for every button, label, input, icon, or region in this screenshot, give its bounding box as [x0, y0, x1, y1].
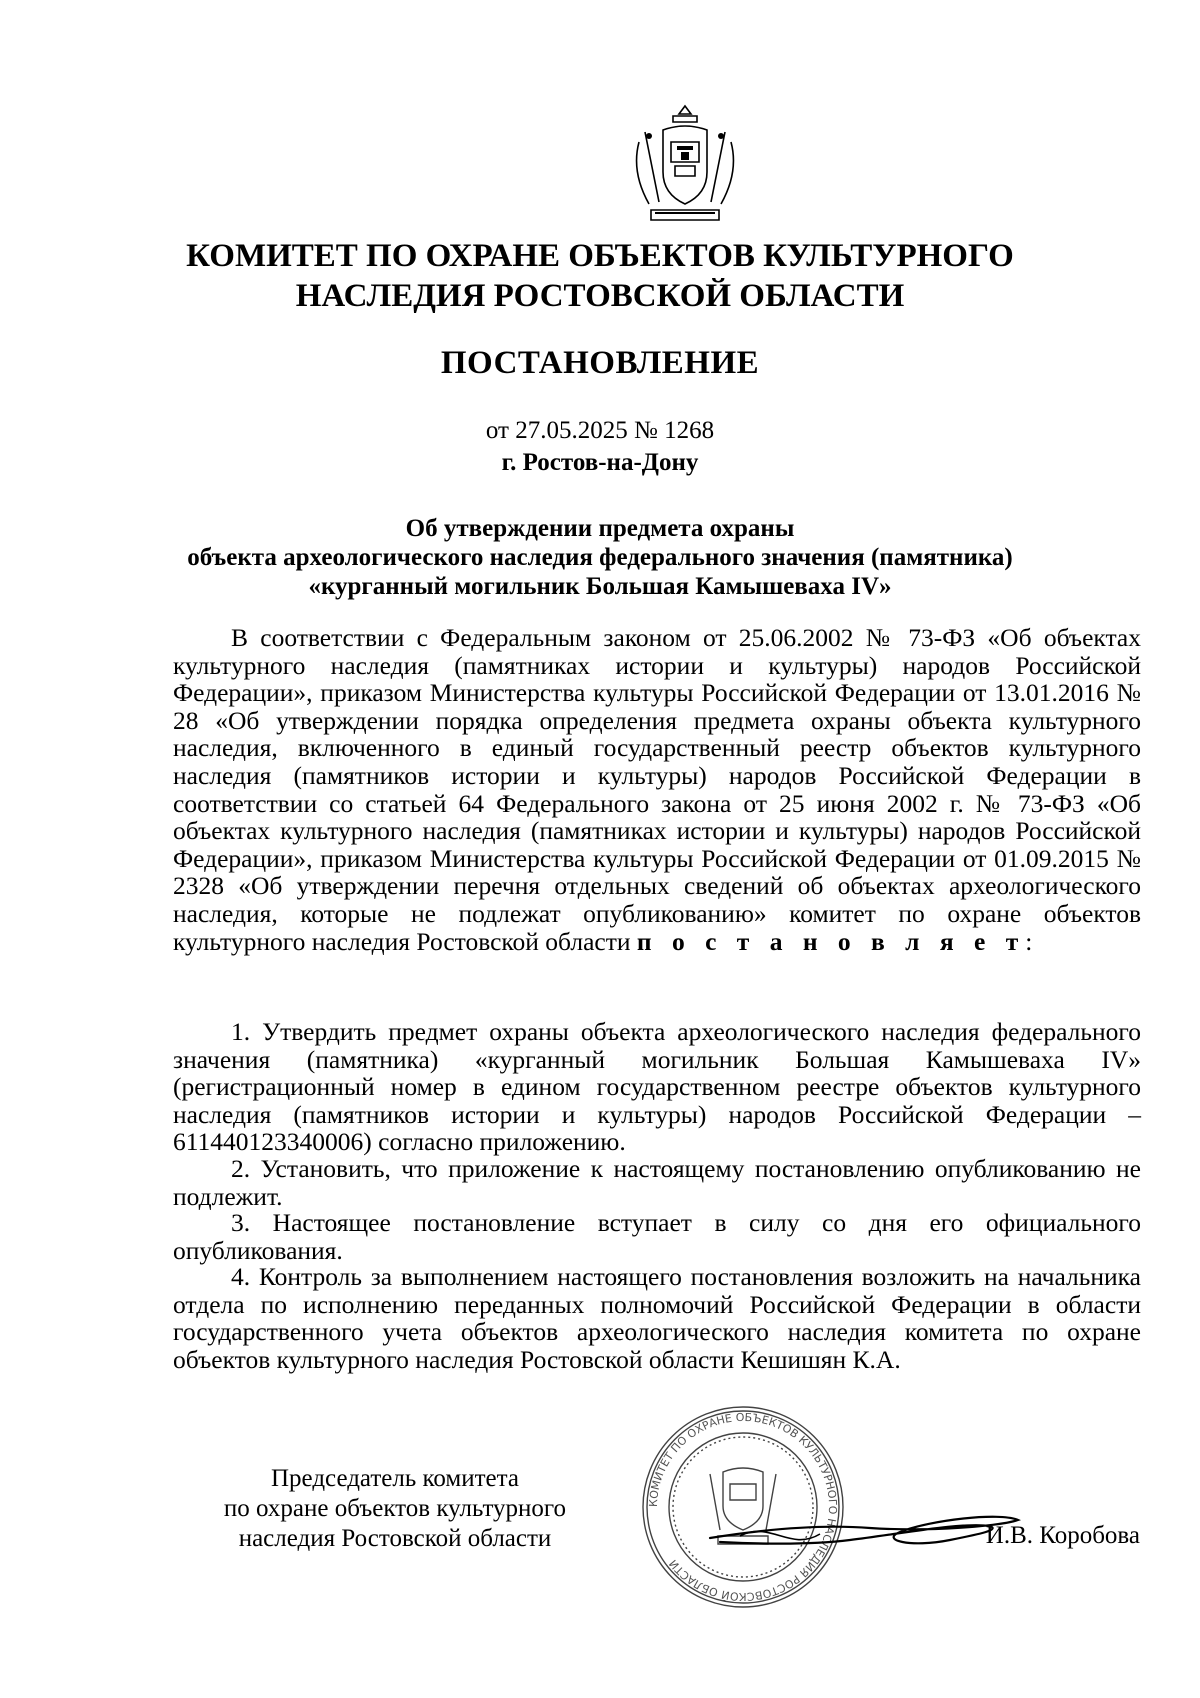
signatory-title-line1: Председатель комитета [271, 1465, 519, 1492]
committee-name [180, 236, 1020, 316]
subject-line3: «курганный могильник Большая Камышеваха IV» [308, 573, 892, 600]
document-subject [150, 514, 1050, 601]
item-1-paragraph [173, 1018, 1141, 1156]
item-2-text: 2. Установить, что приложение к настоящему постановлению опубликованию не подлежит. [173, 1154, 1141, 1211]
resolves-word: п о с т а н о в л я е т [636, 926, 1026, 956]
item-4-text: 4. Контроль за выполнением настоящего постановления возложить на начальника отдела по исполнению переданных полномочий Российской Федерации в области государственного учета объектов археологического наследия комитета по охране объектов культурного наследия Ростовской области Кешишян К.А. [173, 1262, 1141, 1374]
signatory-name: И.В. Коробова [985, 1522, 1140, 1549]
coat-of-arms-emblem [625, 102, 745, 226]
item-3-text: 3. Настоящее постановление вступает в силу со дня его официального опубликования. [173, 1208, 1141, 1265]
document-date-number: от 27.05.2025 № 1268 [485, 417, 715, 444]
document-type: ПОСТАНОВЛЕНИЕ [440, 345, 760, 381]
subject-line2: объекта археологического наследия федерального значения (памятника) [187, 544, 1013, 571]
signatory-title-line3: наследия Ростовской области [238, 1525, 552, 1552]
committee-name-line2: НАСЛЕДИЯ РОСТОВСКОЙ ОБЛАСТИ [295, 278, 905, 314]
item-2-paragraph [173, 1155, 1141, 1210]
subject-line1: Об утверждении предмета охраны [405, 515, 795, 542]
seal-text: КОМИТЕТ ПО ОХРАНЕ ОБЪЕКТОВ КУЛЬТУРНОГО НАСЛЕДИЯ РОСТОВСКОЙ ОБЛАСТИ [646, 1410, 840, 1604]
preamble-text: В соответствии с Федеральным законом от 25.06.2002 № 73-ФЗ «Об объектах культурного наследия (памятниках истории и культуры) народов Российской Федерации», приказом Министерства культуры Российской Федерации от 13.01.2016 № 28 «Об утверждении порядка определения предмета охраны объекта культурного наследия, включенного в единый государственный реестр объектов культурного наследия (памятников истории и культуры) народов Российской Федерации в соответствии со статьей 64 Федерального закона от 25 июня 2002 г. № 73-ФЗ «Об объектах культурного наследия (памятниках истории и культуры) народов Российской Федерации», приказом Министерства культуры Российской Федерации от 01.09.2015 № 2328 «Об утверждении перечня отдельных сведений об объектах археологического наследия, которые не подлежат опубликованию» комитет по охране объектов культурного наследия Ростовской области [173, 623, 1141, 956]
preamble-paragraph [173, 624, 1141, 955]
signatory-title-line2: по охране объектов культурного [223, 1495, 567, 1522]
committee-name-line1: КОМИТЕТ ПО ОХРАНЕ ОБЪЕКТОВ КУЛЬТУРНОГО [186, 238, 1014, 274]
item-4-paragraph [173, 1263, 1141, 1373]
item-1-text: 1. Утвердить предмет охраны объекта археологического наследия федерального значения (памятника) «курганный могильник Большая Камышеваха IV» (регистрационный номер в едином государственном реестре объектов культурного наследия (памятников истории и культуры) народов Российской Федерации – 611440123340006) согласно приложению. [173, 1017, 1141, 1157]
resolves-suffix: : [1025, 926, 1033, 956]
item-3-paragraph [173, 1209, 1141, 1264]
signatory-title [195, 1464, 595, 1554]
document-city: г. Ростов-на-Дону [501, 449, 699, 476]
